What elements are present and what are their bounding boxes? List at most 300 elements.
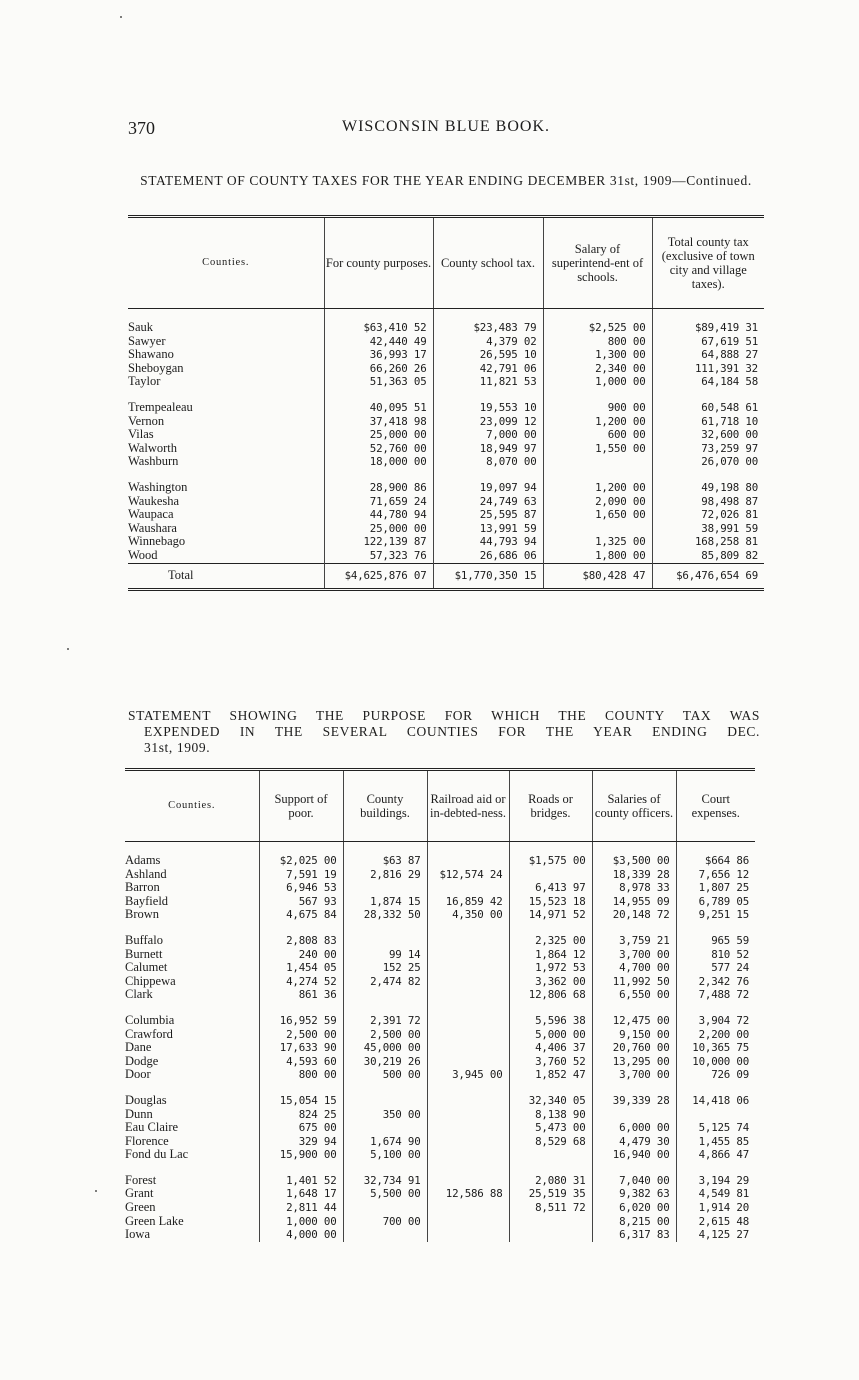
amount-cell: 861 36 xyxy=(259,988,343,1002)
amount-cell: 4,866 47 xyxy=(676,1148,755,1162)
amount-cell: 2,500 00 xyxy=(259,1028,343,1042)
total-amount-cell: $80,428 47 xyxy=(543,563,652,589)
amount-cell: 60,548 61 xyxy=(652,401,764,415)
county-name-cell: Barron xyxy=(125,880,160,895)
amount-cell: 2,391 72 xyxy=(343,1014,427,1028)
amount-cell: 66,260 26 xyxy=(324,362,433,376)
amount-cell: 26,686 06 xyxy=(433,549,543,563)
amount-cell: 61,718 10 xyxy=(652,415,764,429)
spacer-cell xyxy=(343,1002,427,1014)
amount-cell: 7,488 72 xyxy=(676,988,755,1002)
county-name-cell: Chippewa xyxy=(125,973,176,988)
column-header-support-of-poor: Support of poor. xyxy=(259,770,343,842)
amount-cell xyxy=(427,1055,509,1069)
amount-cell xyxy=(427,1121,509,1135)
county-name-cell: Forest xyxy=(125,1172,157,1187)
spacer-cell xyxy=(676,1082,755,1094)
amount-cell: 52,760 00 xyxy=(324,442,433,456)
spacer-cell xyxy=(427,1082,509,1094)
table-row xyxy=(125,934,755,948)
tax-expenditure-body xyxy=(125,842,755,1242)
amount-cell xyxy=(427,1215,509,1229)
table-row xyxy=(125,1215,755,1229)
spacer-row xyxy=(125,1002,755,1014)
amount-cell xyxy=(543,522,652,536)
spacer-cell xyxy=(433,469,543,481)
spacer-cell xyxy=(427,922,509,934)
table-row xyxy=(128,321,764,335)
amount-cell: 240 00 xyxy=(259,948,343,962)
page-header xyxy=(128,118,764,142)
amount-cell: 13,295 00 xyxy=(592,1055,676,1069)
county-name-cell: Sawyer xyxy=(128,333,166,348)
column-header-counties: Counties. xyxy=(128,217,324,309)
county-name-cell: Taylor xyxy=(128,374,161,389)
table-row xyxy=(125,1014,755,1028)
statement2-title-line: EXPENDED IN THE SEVERAL COUNTIES FOR THE YEAR ENDING DEC. xyxy=(144,724,760,739)
amount-cell: 15,900 00 xyxy=(259,1148,343,1162)
amount-cell: 1,325 00 xyxy=(543,535,652,549)
amount-cell: 2,500 00 xyxy=(343,1028,427,1042)
table-row xyxy=(128,335,764,349)
table-row xyxy=(125,975,755,989)
amount-cell: 8,215 00 xyxy=(592,1215,676,1229)
table-row xyxy=(125,908,755,922)
table-row xyxy=(128,481,764,495)
amount-cell: 600 00 xyxy=(543,428,652,442)
amount-cell: 1,000 00 xyxy=(543,375,652,389)
amount-cell: 3,759 21 xyxy=(592,934,676,948)
amount-cell: 19,553 10 xyxy=(433,401,543,415)
table-row xyxy=(128,522,764,536)
amount-cell: 2,325 00 xyxy=(509,934,592,948)
amount-cell: 4,549 81 xyxy=(676,1187,755,1201)
amount-cell xyxy=(343,1094,427,1108)
amount-cell: 9,150 00 xyxy=(592,1028,676,1042)
amount-cell: 800 00 xyxy=(543,335,652,349)
county-name-cell: Clark xyxy=(125,987,153,1002)
amount-cell: 4,593 60 xyxy=(259,1055,343,1069)
amount-cell: 500 00 xyxy=(343,1068,427,1082)
table-row xyxy=(125,1121,755,1135)
amount-cell: 12,586 88 xyxy=(427,1187,509,1201)
amount-cell xyxy=(427,1148,509,1162)
spacer-cell xyxy=(592,1082,676,1094)
amount-cell xyxy=(427,934,509,948)
spacer-cell xyxy=(128,309,324,322)
amount-cell: 32,734 91 xyxy=(343,1174,427,1188)
amount-cell: 6,550 00 xyxy=(592,988,676,1002)
tax-expenditure-table xyxy=(125,768,755,1242)
amount-cell: $664 86 xyxy=(676,854,755,868)
spacer-cell xyxy=(509,1162,592,1174)
table-row xyxy=(128,549,764,563)
amount-cell: $23,483 79 xyxy=(433,321,543,335)
amount-cell: 122,139 87 xyxy=(324,535,433,549)
amount-cell: 40,095 51 xyxy=(324,401,433,415)
table-row xyxy=(128,442,764,456)
amount-cell xyxy=(427,881,509,895)
amount-cell: 18,000 00 xyxy=(324,455,433,469)
table-row xyxy=(125,868,755,882)
amount-cell: 2,615 48 xyxy=(676,1215,755,1229)
spacer-cell xyxy=(592,922,676,934)
amount-cell: 30,219 26 xyxy=(343,1055,427,1069)
county-name-cell: Green Lake xyxy=(125,1213,184,1228)
amount-cell: 19,097 94 xyxy=(433,481,543,495)
county-name-cell: Door xyxy=(125,1067,151,1082)
amount-cell xyxy=(509,1228,592,1242)
county-name-cell: Florence xyxy=(125,1133,169,1148)
amount-cell: 67,619 51 xyxy=(652,335,764,349)
spacer-cell xyxy=(343,1162,427,1174)
scan-speck xyxy=(67,648,69,650)
county-name-cell: Columbia xyxy=(125,1012,175,1027)
amount-cell: 25,000 00 xyxy=(324,428,433,442)
amount-cell: 1,000 00 xyxy=(259,1215,343,1229)
amount-cell: 5,100 00 xyxy=(343,1148,427,1162)
amount-cell: 71,659 24 xyxy=(324,495,433,509)
amount-cell: 700 00 xyxy=(343,1215,427,1229)
amount-cell: 3,700 00 xyxy=(592,1068,676,1082)
amount-cell: 111,391 32 xyxy=(652,362,764,376)
column-header-court-expenses: Court expenses. xyxy=(676,770,755,842)
amount-cell: 4,379 02 xyxy=(433,335,543,349)
amount-cell: 25,519 35 xyxy=(509,1187,592,1201)
amount-cell: $63 87 xyxy=(343,854,427,868)
amount-cell: 3,760 52 xyxy=(509,1055,592,1069)
amount-cell: 64,184 58 xyxy=(652,375,764,389)
spacer-row xyxy=(128,309,764,322)
running-title: WISCONSIN BLUE BOOK. xyxy=(342,118,550,135)
amount-cell: 350 00 xyxy=(343,1108,427,1122)
amount-cell: 20,148 72 xyxy=(592,908,676,922)
amount-cell: 7,000 00 xyxy=(433,428,543,442)
amount-cell: 44,780 94 xyxy=(324,508,433,522)
amount-cell xyxy=(509,1215,592,1229)
table-row xyxy=(125,1068,755,1082)
amount-cell: 37,418 98 xyxy=(324,415,433,429)
table-row xyxy=(125,1055,755,1069)
amount-cell: 11,821 53 xyxy=(433,375,543,389)
county-taxes-body xyxy=(128,309,764,590)
amount-cell: 6,020 00 xyxy=(592,1201,676,1215)
amount-cell: 1,300 00 xyxy=(543,348,652,362)
amount-cell: 2,090 00 xyxy=(543,495,652,509)
amount-cell xyxy=(509,868,592,882)
amount-cell: 577 24 xyxy=(676,961,755,975)
county-name-cell: Winnebago xyxy=(128,534,186,549)
spacer-cell xyxy=(433,389,543,401)
table-row xyxy=(128,495,764,509)
amount-cell: 3,700 00 xyxy=(592,948,676,962)
county-name-cell: Shawano xyxy=(128,347,174,362)
amount-cell xyxy=(427,988,509,1002)
amount-cell: 8,978 33 xyxy=(592,881,676,895)
amount-cell xyxy=(509,1148,592,1162)
amount-cell: 1,807 25 xyxy=(676,881,755,895)
spacer-cell xyxy=(509,842,592,855)
spacer-row xyxy=(125,842,755,855)
table-row xyxy=(125,895,755,909)
statement2-title-line: STATEMENT SHOWING THE PURPOSE FOR WHICH THE COUNTY TAX WAS xyxy=(128,708,760,723)
amount-cell: 1,454 05 xyxy=(259,961,343,975)
amount-cell: 42,440 49 xyxy=(324,335,433,349)
amount-cell: 1,550 00 xyxy=(543,442,652,456)
amount-cell: 28,332 50 xyxy=(343,908,427,922)
spacer-cell xyxy=(259,842,343,855)
statement2-title-line: 31st, 1909. xyxy=(144,740,211,755)
amount-cell: 2,816 29 xyxy=(343,868,427,882)
amount-cell: 25,595 87 xyxy=(433,508,543,522)
amount-cell: 5,000 00 xyxy=(509,1028,592,1042)
spacer-row xyxy=(128,469,764,481)
amount-cell: $12,574 24 xyxy=(427,868,509,882)
amount-cell: 675 00 xyxy=(259,1121,343,1135)
amount-cell: 567 93 xyxy=(259,895,343,909)
amount-cell: 8,529 68 xyxy=(509,1135,592,1149)
table-row xyxy=(128,375,764,389)
county-name-cell: Waukesha xyxy=(128,493,180,508)
table-row xyxy=(128,348,764,362)
county-name-cell: Vilas xyxy=(128,427,154,442)
amount-cell: 3,904 72 xyxy=(676,1014,755,1028)
amount-cell: 1,874 15 xyxy=(343,895,427,909)
amount-cell: $1,575 00 xyxy=(509,854,592,868)
spacer-cell xyxy=(427,1162,509,1174)
column-header-counties: Counties. xyxy=(125,770,259,842)
county-name-cell: Washburn xyxy=(128,454,179,469)
county-name-cell: Wood xyxy=(128,547,158,562)
column-header-officer-salaries: Salaries of county officers. xyxy=(592,770,676,842)
amount-cell xyxy=(343,881,427,895)
amount-cell: 6,317 83 xyxy=(592,1228,676,1242)
amount-cell: 4,700 00 xyxy=(592,961,676,975)
county-name-cell: Calumet xyxy=(125,960,168,975)
table-row xyxy=(125,1094,755,1108)
amount-cell: 8,070 00 xyxy=(433,455,543,469)
amount-cell: 1,972 53 xyxy=(509,961,592,975)
spacer-cell xyxy=(592,1002,676,1014)
spacer-row xyxy=(125,922,755,934)
amount-cell xyxy=(427,1174,509,1188)
amount-cell: 12,475 00 xyxy=(592,1014,676,1028)
column-header-county-buildings: County buildings. xyxy=(343,770,427,842)
amount-cell: 72,026 81 xyxy=(652,508,764,522)
spacer-cell xyxy=(343,842,427,855)
table-row xyxy=(125,854,755,868)
amount-cell: 4,479 30 xyxy=(592,1135,676,1149)
spacer-cell xyxy=(543,389,652,401)
amount-cell: 8,138 90 xyxy=(509,1108,592,1122)
amount-cell: 23,099 12 xyxy=(433,415,543,429)
statement2-title xyxy=(128,708,760,756)
amount-cell: 14,955 09 xyxy=(592,895,676,909)
amount-cell: 1,401 52 xyxy=(259,1174,343,1188)
amount-cell: 1,455 85 xyxy=(676,1135,755,1149)
spacer-row xyxy=(125,1162,755,1174)
amount-cell: 18,339 28 xyxy=(592,868,676,882)
amount-cell: 44,793 94 xyxy=(433,535,543,549)
county-name-cell: Grant xyxy=(125,1186,154,1201)
amount-cell xyxy=(592,1108,676,1122)
amount-cell: 14,418 06 xyxy=(676,1094,755,1108)
amount-cell: 98,498 87 xyxy=(652,495,764,509)
table-row xyxy=(125,1187,755,1201)
amount-cell: 1,648 17 xyxy=(259,1187,343,1201)
amount-cell: 13,991 59 xyxy=(433,522,543,536)
table-row xyxy=(128,508,764,522)
amount-cell: 6,413 97 xyxy=(509,881,592,895)
spacer-cell xyxy=(676,1162,755,1174)
amount-cell: 7,591 19 xyxy=(259,868,343,882)
table-row xyxy=(125,948,755,962)
amount-cell: 11,992 50 xyxy=(592,975,676,989)
county-name-cell: Ashland xyxy=(125,866,167,881)
spacer-cell xyxy=(543,309,652,322)
amount-cell: 4,274 52 xyxy=(259,975,343,989)
spacer-cell xyxy=(676,842,755,855)
amount-cell: 4,406 37 xyxy=(509,1041,592,1055)
table-row xyxy=(128,415,764,429)
amount-cell xyxy=(427,975,509,989)
amount-cell: $2,525 00 xyxy=(543,321,652,335)
amount-cell xyxy=(343,1201,427,1215)
amount-cell: 2,340 00 xyxy=(543,362,652,376)
amount-cell: 10,365 75 xyxy=(676,1041,755,1055)
amount-cell: 49,198 80 xyxy=(652,481,764,495)
county-name-cell: Dunn xyxy=(125,1106,153,1121)
spacer-cell xyxy=(259,1002,343,1014)
column-header-superintendent-salary: Salary of superintend-ent of schools. xyxy=(543,217,652,309)
amount-cell: 9,251 15 xyxy=(676,908,755,922)
county-name-cell: Green xyxy=(125,1200,156,1215)
amount-cell: 17,633 90 xyxy=(259,1041,343,1055)
amount-cell: 99 14 xyxy=(343,948,427,962)
table-row xyxy=(128,455,764,469)
total-amount-cell: $1,770,350 15 xyxy=(433,563,543,589)
amount-cell: 3,945 00 xyxy=(427,1068,509,1082)
amount-cell: 1,864 12 xyxy=(509,948,592,962)
county-name-cell: Douglas xyxy=(125,1092,167,1107)
amount-cell: 1,800 00 xyxy=(543,549,652,563)
county-name-cell: Burnett xyxy=(125,946,163,961)
spacer-cell xyxy=(427,842,509,855)
amount-cell xyxy=(427,1201,509,1215)
spacer-cell xyxy=(259,922,343,934)
scan-speck xyxy=(95,1190,97,1192)
amount-cell xyxy=(427,1014,509,1028)
amount-cell: 8,511 72 xyxy=(509,1201,592,1215)
amount-cell: $3,500 00 xyxy=(592,854,676,868)
amount-cell xyxy=(343,934,427,948)
amount-cell: 6,946 53 xyxy=(259,881,343,895)
amount-cell: 1,914 20 xyxy=(676,1201,755,1215)
amount-cell xyxy=(427,1028,509,1042)
spacer-cell xyxy=(652,389,764,401)
spacer-cell xyxy=(324,389,433,401)
amount-cell xyxy=(427,1228,509,1242)
amount-cell: 9,382 63 xyxy=(592,1187,676,1201)
amount-cell: 2,808 83 xyxy=(259,934,343,948)
amount-cell: 1,852 47 xyxy=(509,1068,592,1082)
county-name-cell: Sheboygan xyxy=(128,360,184,375)
amount-cell: 18,949 97 xyxy=(433,442,543,456)
amount-cell: 810 52 xyxy=(676,948,755,962)
amount-cell: 73,259 97 xyxy=(652,442,764,456)
spacer-cell xyxy=(259,1162,343,1174)
amount-cell: 85,809 82 xyxy=(652,549,764,563)
spacer-cell xyxy=(324,469,433,481)
spacer-cell xyxy=(509,1002,592,1014)
amount-cell: 51,363 05 xyxy=(324,375,433,389)
amount-cell: 2,200 00 xyxy=(676,1028,755,1042)
amount-cell: 152 25 xyxy=(343,961,427,975)
spacer-cell xyxy=(427,1002,509,1014)
county-name-cell: Buffalo xyxy=(125,932,163,947)
amount-cell xyxy=(343,1228,427,1242)
amount-cell: 57,323 76 xyxy=(324,549,433,563)
table-row xyxy=(125,1201,755,1215)
amount-cell: 5,596 38 xyxy=(509,1014,592,1028)
spacer-cell xyxy=(509,1082,592,1094)
amount-cell: 5,500 00 xyxy=(343,1187,427,1201)
amount-cell: 1,200 00 xyxy=(543,481,652,495)
county-taxes-table xyxy=(128,215,764,591)
amount-cell: 2,080 31 xyxy=(509,1174,592,1188)
table-row xyxy=(125,1028,755,1042)
amount-cell: 16,952 59 xyxy=(259,1014,343,1028)
county-name-cell: Iowa xyxy=(125,1227,150,1242)
amount-cell: 965 59 xyxy=(676,934,755,948)
amount-cell: $63,410 52 xyxy=(324,321,433,335)
spacer-cell xyxy=(343,922,427,934)
county-name-cell: Crawford xyxy=(125,1026,173,1041)
amount-cell: 28,900 86 xyxy=(324,481,433,495)
amount-cell: 6,789 05 xyxy=(676,895,755,909)
amount-cell: 32,340 05 xyxy=(509,1094,592,1108)
page-number: 370 xyxy=(128,118,155,138)
amount-cell xyxy=(427,1041,509,1055)
amount-cell: $89,419 31 xyxy=(652,321,764,335)
amount-cell: 4,675 84 xyxy=(259,908,343,922)
spacer-cell xyxy=(652,309,764,322)
table-row xyxy=(128,535,764,549)
county-name-cell: Trempealeau xyxy=(128,399,193,414)
county-name-cell: Brown xyxy=(125,907,160,922)
amount-cell: 2,474 82 xyxy=(343,975,427,989)
spacer-cell xyxy=(259,1082,343,1094)
amount-cell xyxy=(676,1108,755,1122)
statement1-title: STATEMENT OF COUNTY TAXES FOR THE YEAR ENDING DECEMBER 31st, 1909—Continued. xyxy=(140,173,752,188)
table-row xyxy=(125,1135,755,1149)
table-row xyxy=(125,1174,755,1188)
amount-cell xyxy=(543,455,652,469)
county-name-cell: Waushara xyxy=(128,520,177,535)
amount-cell: 800 00 xyxy=(259,1068,343,1082)
amount-cell: 5,473 00 xyxy=(509,1121,592,1135)
amount-cell: 10,000 00 xyxy=(676,1055,755,1069)
county-name-cell: Washington xyxy=(128,479,188,494)
table-row xyxy=(125,1108,755,1122)
spacer-cell xyxy=(324,309,433,322)
total-amount-cell: $4,625,876 07 xyxy=(324,563,433,589)
column-header-school-tax: County school tax. xyxy=(433,217,543,309)
amount-cell: 12,806 68 xyxy=(509,988,592,1002)
amount-cell: 14,971 52 xyxy=(509,908,592,922)
amount-cell xyxy=(343,1121,427,1135)
amount-cell: 26,595 10 xyxy=(433,348,543,362)
